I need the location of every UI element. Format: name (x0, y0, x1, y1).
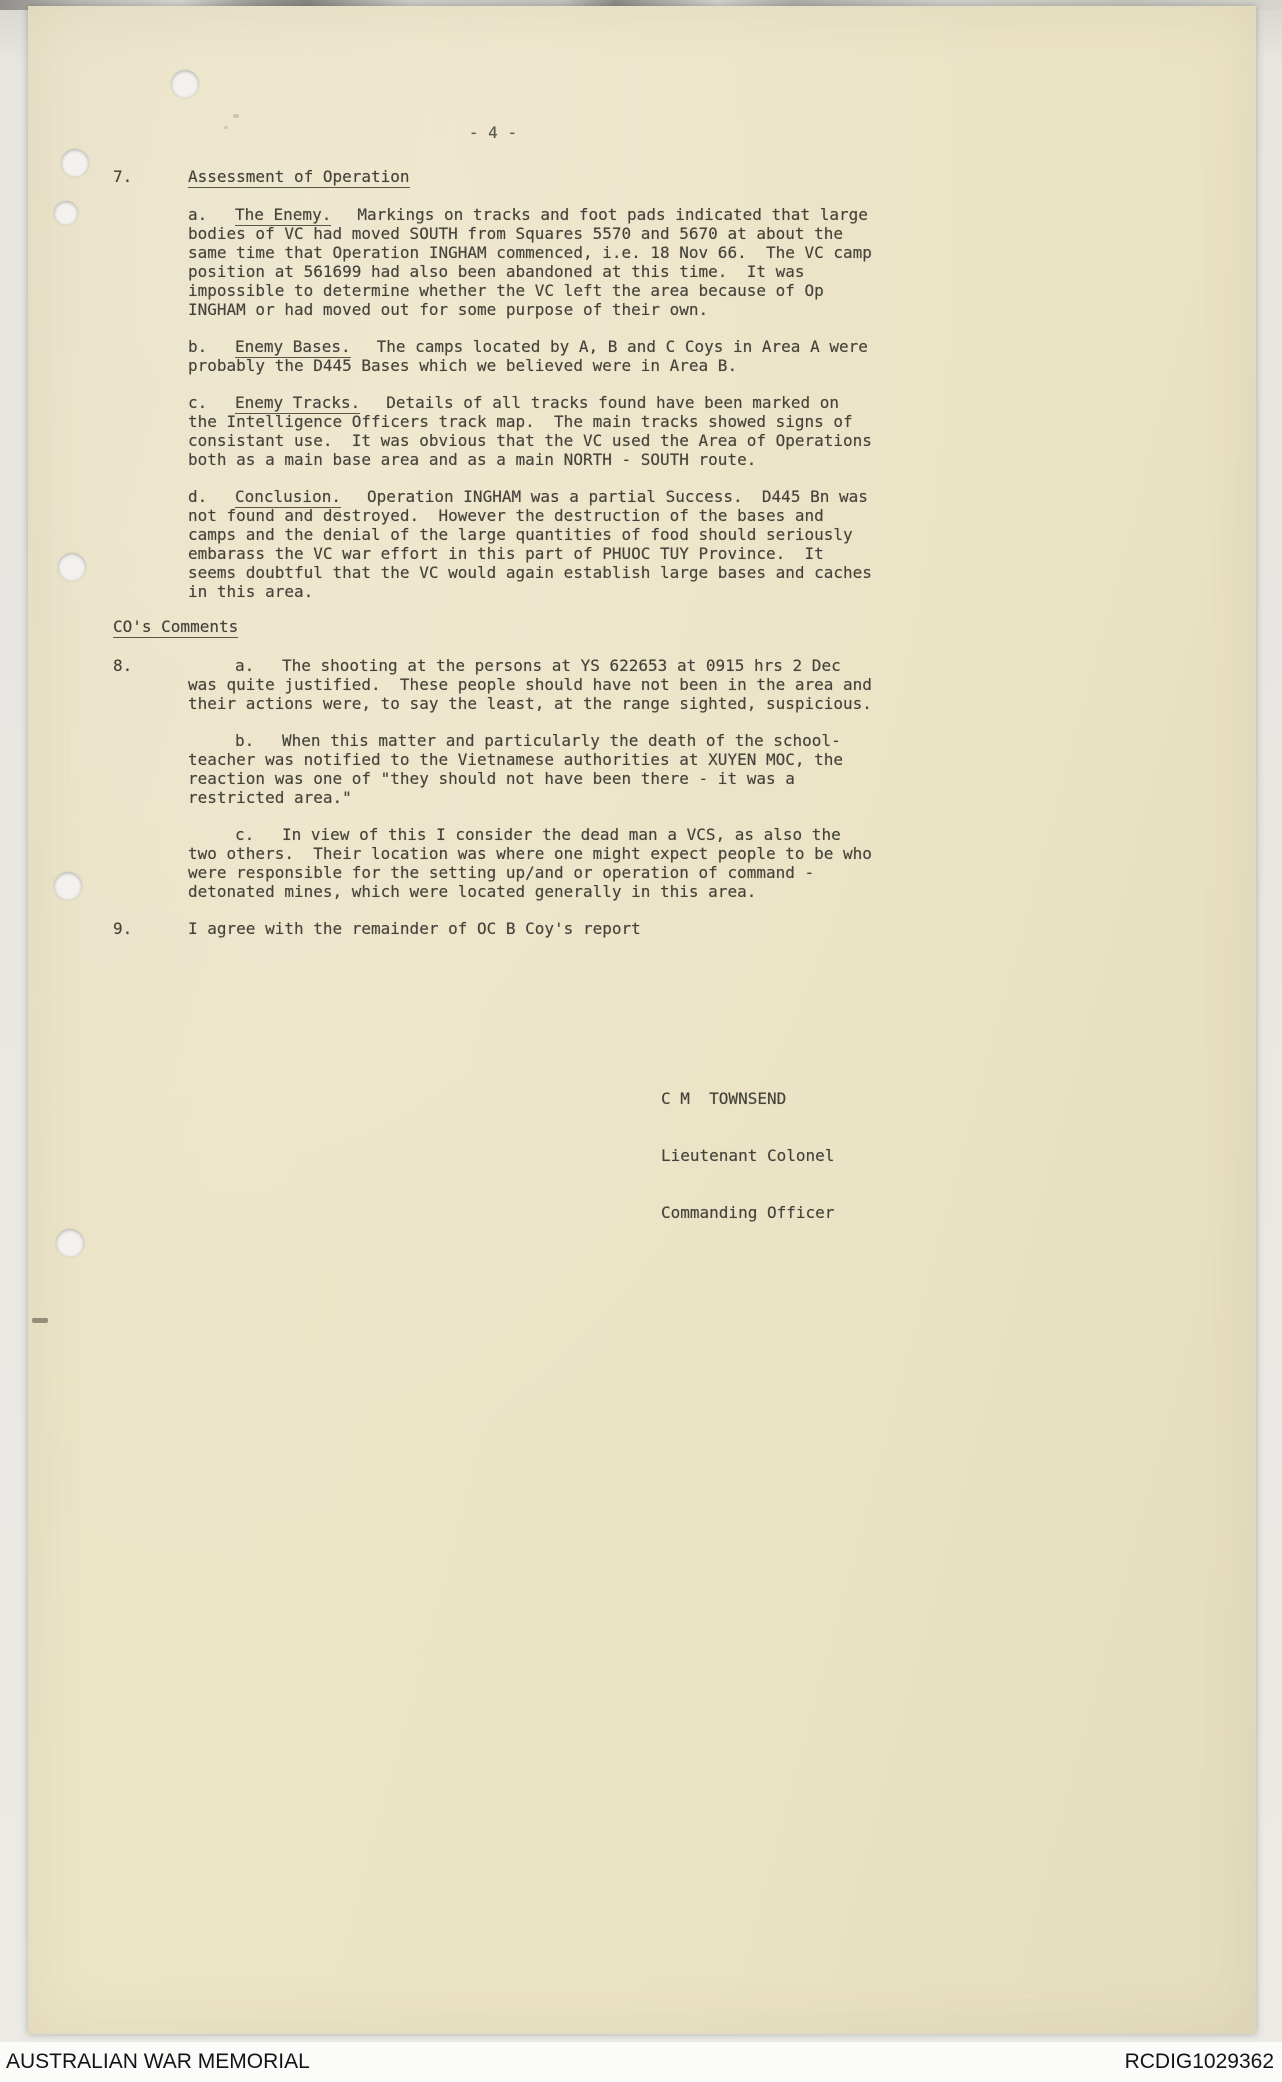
heading-text: CO's Comments (113, 617, 239, 636)
typewritten-text (113, 123, 882, 1260)
paragraph-letter: c. (188, 393, 208, 412)
item-9 (113, 919, 878, 938)
paragraph-8b (188, 731, 873, 807)
paragraph-8a (188, 656, 882, 713)
document-page (28, 6, 1256, 2034)
paragraph-letter: b. (188, 337, 208, 356)
ink-speck (233, 114, 239, 118)
paragraph-body: In view of this I consider the dead man a VCS, as also the two others. Their location was where one might expect people to be who were responsible for the setting up/and or operation of command - detonated mines, which were located generally in this area. (188, 825, 882, 901)
paragraph-body: Details of all tracks found have been marked on the Intelligence Officers track map. The main tracks showed signs of consistant use. It was obvious that the VC used the Area of Operations both as a main base area and as a main NORTH - SOUTH route. (188, 393, 882, 469)
paragraph-body: Markings on tracks and foot pads indicated that large bodies of VC had moved SOUTH from Squares 5570 and 5670 at about the same time that Operation INGHAM commenced, i.e. 18 Nov 66. The VC camp position at 561699 had also been abandoned at this time. It was impossible to determine whether the VC left the area because of Op INGHAM or had moved out for some purpose of their own. (188, 205, 882, 319)
ink-mark (32, 1318, 48, 1323)
paragraph-label: The Enemy. (235, 205, 332, 224)
page-number: - 4 - (468, 123, 518, 142)
signature-name: C M TOWNSEND (661, 1089, 787, 1108)
hole-punch (54, 872, 82, 900)
paragraph-7a (188, 205, 882, 319)
section-number: 7. (113, 167, 133, 186)
hole-punch (54, 201, 78, 225)
signature-rank: Lieutenant Colonel (661, 1146, 835, 1165)
record-id: RCDIG1029362 (1124, 2050, 1274, 2073)
archive-name: AUSTRALIAN WAR MEMORIAL (6, 2050, 310, 2073)
paragraph-7c (188, 393, 882, 469)
section-8 (113, 656, 882, 919)
paragraph-label: Enemy Tracks. (235, 393, 361, 412)
section-7-body (113, 205, 882, 617)
hole-punch (58, 553, 86, 581)
co-comments-heading (113, 617, 878, 636)
paragraph-letter: b. (235, 731, 255, 750)
hole-punch (61, 149, 89, 177)
hole-punch (171, 70, 199, 98)
paragraph-body: Operation INGHAM was a partial Success. D445 Bn was not found and destroyed. However the destruction of the bases and camps and the denial of the large quantities of food should seriously embarass the VC war effort in this part of PHUOC TUY Province. It seems doubtful that the VC would again establish large bases and caches in this area. (188, 487, 882, 601)
paragraph-body: The camps located by A, B and C Coys in Area A were probably the D445 Bases which we believed were in Area B. (188, 337, 878, 375)
paragraph-label: Conclusion. (235, 487, 341, 506)
signature-title: Commanding Officer (661, 1203, 835, 1222)
section-number: 9. (113, 919, 133, 938)
paragraph-letter: d. (188, 487, 208, 506)
paragraph-7d (188, 487, 882, 601)
section-7-heading (113, 167, 878, 186)
section-number: 8. (113, 656, 133, 675)
item-9-text: I agree with the remainder of OC B Coy's report (188, 919, 641, 938)
paragraph-letter: c. (235, 825, 255, 844)
hole-punch (56, 1229, 84, 1257)
paragraph-letter: a. (235, 656, 255, 675)
archive-footer (0, 2042, 1282, 2082)
paragraph-body: When this matter and particularly the death of the school-teacher was notified to the Vietnamese authorities at XUYEN MOC, the reaction was one of "they should not have been there - it was a restricted area." (188, 731, 853, 807)
paragraph-8c (188, 825, 882, 901)
section-title: Assessment of Operation (188, 167, 410, 186)
paragraph-label: Enemy Bases. (235, 337, 351, 356)
paragraph-body: The shooting at the persons at YS 622653 at 0915 hrs 2 Dec was quite justified. These people should have not been in the area and their actions were, to say the least, at the range sighted, suspicious. (188, 656, 882, 713)
signature-block (661, 1051, 878, 1260)
paragraph-7b (188, 337, 878, 375)
paragraph-letter: a. (188, 205, 208, 224)
